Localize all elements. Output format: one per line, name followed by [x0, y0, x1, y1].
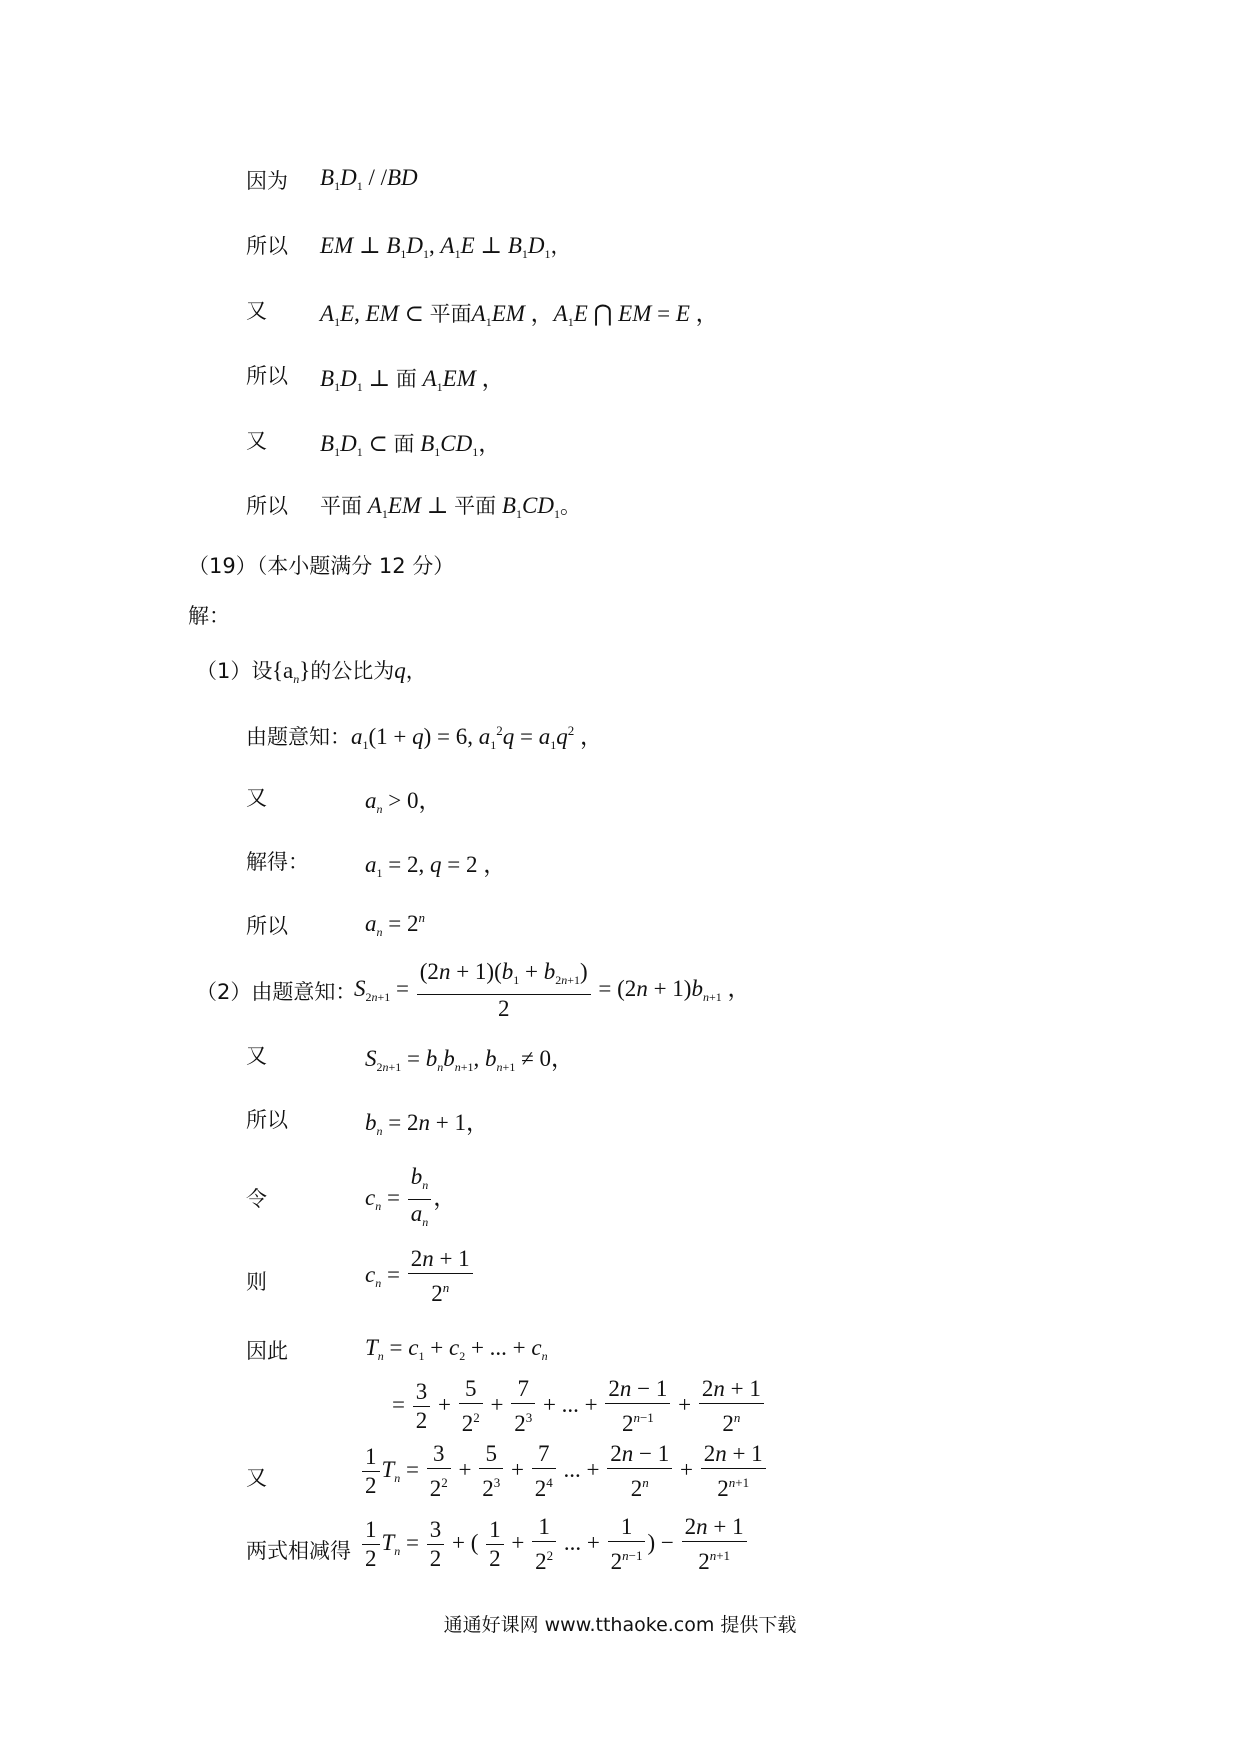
page-footer: 通通好课网 www.tthaoke.com 提供下载	[443, 1614, 797, 1636]
math-subset-face: $B_1D_1$ ⊂ 面 $B_1CD_1$，	[320, 431, 502, 459]
label-also-5: 又	[246, 1466, 267, 1490]
label-also-3: 又	[246, 786, 267, 810]
math-cn-def: $c_n$ = $\frac{b_n}{a_n}$ ，	[365, 1163, 456, 1236]
label-so-2: 所以	[246, 364, 288, 388]
comma: ，	[550, 234, 572, 258]
math-tn-sum: $T_n = c_1 + c_2$ + ... + $c_n$	[365, 1335, 548, 1363]
math-known-1: 由题意知：$a_1(1 + q) = 6$, $a_1^2q = a_1q^2$ ，	[246, 723, 604, 752]
label-so-3: 所以	[246, 494, 288, 518]
label-also-2: 又	[246, 429, 267, 453]
period: 。	[559, 494, 581, 518]
math-difference: $\frac{1}{2}$ $T_n$ = $\frac{3}{2}$ + ( $\frac{1}{2}$ + $\frac{1}{2^2}$ ... + $\frac{1}{2^{n-1}}$ ) − $\frac{2n + 1}{2^{n+1}}$	[360, 1513, 749, 1576]
label-then: 则	[246, 1270, 267, 1294]
solution-label: 解：	[188, 604, 230, 628]
label-subtract: 两式相减得	[246, 1539, 351, 1563]
math-a1-q: $a_1 = 2$, q = 2 ，	[365, 852, 507, 880]
text-common-ratio: 的公比为	[310, 659, 395, 683]
text-known: 由题意知：	[246, 725, 351, 749]
math-tn-expansion: = $\frac{3}{2}$ + $\frac{5}{2^2}$ + $\frac{7}{2^3}$ + ... + $\frac{2n - 1}{2^{n-1}}$ + $\frac{2n + 1}{2^n}$	[392, 1375, 766, 1438]
math-s2n1-product: $S_{2n+1} = b_nb_{n+1}$, $b_{n+1} \ne 0$，	[365, 1046, 574, 1074]
text-plane: 平面	[429, 302, 472, 326]
problem-19-heading: （19）（本小题满分 12 分）	[188, 554, 455, 578]
math-plane-perp: 平面 $A_1EM$ ⊥ 平面 $B_1CD_1$。	[320, 493, 581, 521]
label-so-1: 所以	[246, 234, 288, 258]
math-perpendicular-1: EM ⊥ $B_1D_1$, $A_1E$ ⊥ $B_1D_1$，	[320, 233, 572, 261]
math-bn-formula: $b_n = 2n + 1$，	[365, 1110, 489, 1138]
label-part-2: （2）由题意知：	[196, 980, 357, 1004]
label-also-4: 又	[246, 1044, 267, 1068]
math-sequence-an: $\{a_n\}$的公比为q，	[272, 658, 427, 686]
math-perp-face: $B_1D_1$ ⊥ 面 $A_1EM$ ，	[320, 366, 505, 394]
math-parallel: $B_1D_1 / /BD$	[320, 165, 418, 193]
math-cn-formula: $c_n$ = $\frac{2n + 1}{2^n}$	[365, 1245, 475, 1308]
math-half-tn: $\frac{1}{2}$ $T_n$ = $\frac{3}{2^2}$ + $\frac{5}{2^3}$ + $\frac{7}{2^4}$ ... + $\frac{2n - 1}{2^n}$ + $\frac{2n + 1}{2^{n+1}}$	[360, 1440, 768, 1503]
label-therefore: 因此	[246, 1339, 288, 1363]
label-so-4: 所以	[246, 914, 288, 938]
label-solved: 解得：	[246, 850, 309, 874]
math-subset-plane: $A_1E$, EM ⊂ 平面$A_1EM$ ，$A_1E$ ⋂ EM = E ，	[320, 301, 719, 329]
label-because: 因为	[246, 169, 288, 193]
label-part-1: （1）设	[196, 659, 273, 683]
label-also-1: 又	[246, 299, 267, 323]
math-an-formula: $a_n = 2^n$	[365, 910, 425, 939]
label-so-5: 所以	[246, 1108, 288, 1132]
math-s2n1: $S_{2n+1}$ = $\frac{(2n + 1)(b_1 + b_{2n+1})}{2}$ = $(2n + 1)b_{n+1}$ ，	[354, 959, 751, 1021]
text-face: 面	[395, 367, 417, 391]
math-an-positive: $a_n > 0$，	[365, 788, 442, 816]
label-let: 令	[246, 1187, 267, 1211]
